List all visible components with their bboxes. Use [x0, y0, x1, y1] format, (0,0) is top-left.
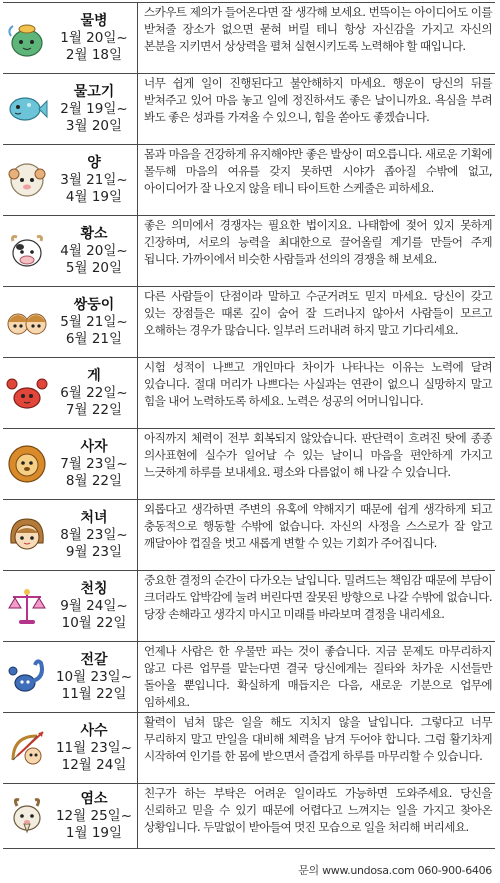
sign-date-start: 4월 20일~: [60, 242, 128, 259]
sign-description: 친구가 하는 부탁은 어려운 일이라도 가능하면 도와주세요. 당신을 신뢰하고 믿을 수 있기 때문에 어렵다고 느껴지는 일을 가지고 찾아온 상황입니다. 두말없이 받아들여 멋진 모습으로 일을 처리해 버리세요.: [137, 784, 495, 848]
sign-row-sagittarius: [3, 713, 495, 784]
sign-date-start: 12월 25일~: [55, 807, 133, 824]
sign-date-end: 11월 22일: [61, 685, 127, 702]
horoscope-table: [3, 2, 495, 849]
sign-date-start: 9월 24일~: [60, 597, 128, 614]
sign-description: 중요한 결정의 순간이 다가오는 날입니다. 밀려드는 책임감 때문에 부담이 크더라도 압박감에 눌려 버린다면 잘못된 방향으로 나갈 수밖에 없습니다. 당장 손해라고 생각지 마시고 미래를 바라보며 결정을 내리세요.: [137, 571, 495, 641]
sign-label: [51, 642, 137, 712]
pisces-icon: [3, 74, 51, 144]
sign-date-start: 1월 20일~: [60, 29, 128, 46]
footer-phone: 060-900-6406: [417, 864, 492, 877]
sign-date-end: 2월 18일: [65, 46, 123, 63]
sign-date-end: 6월 21일: [65, 330, 123, 347]
sign-description: 너무 쉽게 일이 진행된다고 불안해하지 마세요. 행운이 당신의 뒤를 받쳐주고 있어 마음 놓고 일에 정진하셔도 좋은 날이니까요. 욕심을 부려 봐도 좋은 성과를 가져올 수 있으니, 힘을 쏟아도 좋겠습니다.: [137, 74, 495, 144]
sign-label: [51, 500, 137, 570]
sign-date-end: 4월 19일: [65, 188, 123, 205]
sign-label: [51, 145, 137, 215]
sign-label: [51, 287, 137, 357]
sign-description: 언제나 사람은 한 우물만 파는 것이 좋습니다. 지금 문제도 마무리하지 않고 다른 업무를 맡는다면 결국 당신에게는 질타와 차가운 시선들만 돌아올 뿐입니다. 확실하게 매듭지은 다음, 새로운 기분으로 업무에 임하세요.: [137, 642, 495, 712]
sign-label: [51, 429, 137, 499]
sign-label: [51, 571, 137, 641]
sign-name: 천칭: [80, 580, 108, 597]
sign-date-end: 5월 20일: [65, 259, 123, 276]
sign-name: 물병: [80, 12, 108, 29]
sign-date-start: 10월 23일~: [55, 668, 133, 685]
sign-description: 활력이 넘쳐 많은 일을 해도 지치지 않을 날입니다. 그렇다고 너무 무리하지 말고 만일을 대비해 체력을 남겨 두어야 합니다. 그럼 활기차게 시작하여 인기를 한 몸에 받으면서 즐겁게 하루를 마무리할 수 있습니다.: [137, 713, 495, 783]
sign-row-cancer: [3, 358, 495, 429]
leo-icon: [3, 429, 51, 499]
sign-label: [51, 713, 137, 783]
sign-row-leo: [3, 429, 495, 500]
sign-name: 사자: [80, 438, 108, 455]
sign-label: [51, 216, 137, 286]
aries-icon: [3, 145, 51, 215]
footer-site: www.undosa.com: [322, 864, 415, 877]
scorpio-icon: [3, 642, 51, 712]
sign-row-taurus: [3, 216, 495, 287]
sign-row-aquarius: [3, 3, 495, 74]
sign-label: [51, 784, 137, 848]
sign-row-pisces: [3, 74, 495, 145]
sign-name: 전갈: [80, 651, 108, 668]
sign-row-scorpio: [3, 642, 495, 713]
sign-name: 게: [87, 367, 101, 384]
sign-date-end: 12월 24일: [61, 756, 127, 773]
sign-name: 물고기: [73, 83, 115, 100]
sign-row-libra: [3, 571, 495, 642]
taurus-icon: [3, 216, 51, 286]
cancer-icon: [3, 358, 51, 428]
sign-name: 쌍둥이: [73, 296, 115, 313]
sign-row-virgo: [3, 500, 495, 571]
sagittarius-icon: [3, 713, 51, 783]
contact-footer: [298, 862, 492, 878]
sign-description: 다른 사람들이 단점이라 말하고 수군거려도 믿지 마세요. 당신이 갖고 있는 장점들은 때론 깊이 숨어 잘 드러나지 않아서 사람들이 모르고 오해하는 경우가 많습니다. 일부러 드러내려 하지 말고 기다리세요.: [137, 287, 495, 357]
virgo-icon: [3, 500, 51, 570]
sign-date-end: 10월 22일: [61, 614, 127, 631]
sign-date-end: 1월 19일: [65, 824, 123, 841]
sign-name: 황소: [80, 225, 108, 242]
sign-date-start: 3월 21일~: [60, 171, 128, 188]
sign-label: [51, 358, 137, 428]
sign-name: 염소: [80, 790, 108, 807]
capricorn-icon: [3, 784, 51, 848]
sign-date-end: 8월 22일: [65, 472, 123, 489]
gemini-icon: [3, 287, 51, 357]
sign-date-end: 7월 22일: [65, 401, 123, 418]
sign-date-end: 3월 20일: [65, 117, 123, 134]
aquarius-icon: [3, 3, 51, 73]
sign-description: 몸과 마음을 건강하게 유지해야만 좋은 발상이 떠오릅니다. 새로운 기획에 몰두해 마음의 여유를 갖지 못하면 시야가 좁아질 수밖에 없고, 아이디어가 잘 나오지 않을 테니 타이트한 스케줄은 피하세요.: [137, 145, 495, 215]
sign-description: 좋은 의미에서 경쟁자는 필요한 법이지요. 나태함에 젖어 있지 못하게 긴장하며, 서로의 능력을 최대한으로 끌어올릴 계기를 만들어 주게 됩니다. 가까이에서 비슷한 사람들과 선의의 경쟁을 해 보세요.: [137, 216, 495, 286]
sign-date-end: 9월 23일: [65, 543, 123, 560]
sign-description: 외롭다고 생각하면 주변의 유혹에 약해지기 때문에 쉽게 생각하게 되고 충동적으로 행동할 수밖에 없습니다. 자신의 사정을 스스로가 잘 알고 깨달아야 껍질을 벗고 새롭게 변할 수 있는 기회가 주어집니다.: [137, 500, 495, 570]
sign-date-start: 8월 23일~: [60, 526, 128, 543]
sign-name: 처녀: [80, 509, 108, 526]
sign-name: 사수: [80, 722, 108, 739]
sign-name: 양: [87, 154, 101, 171]
sign-row-gemini: [3, 287, 495, 358]
footer-label: 문의: [298, 864, 319, 877]
sign-row-capricorn: [3, 784, 495, 849]
sign-description: 시험 성적이 나쁘고 개인마다 차이가 나타나는 이유는 노력에 달려 있습니다. 절대 머리가 나쁘다는 사실과는 연관이 없으니 실망하지 말고 힘을 내어 노력하도록 하세요. 노력은 성공의 어머니입니다.: [137, 358, 495, 428]
sign-date-start: 2월 19일~: [60, 100, 128, 117]
sign-date-start: 6월 22일~: [60, 384, 128, 401]
libra-icon: [3, 571, 51, 641]
sign-date-start: 5월 21일~: [60, 313, 128, 330]
sign-date-start: 11월 23일~: [55, 739, 133, 756]
sign-description: 아직까지 체력이 전부 회복되지 않았습니다. 판단력이 흐려진 탓에 종종 의사표현에 실수가 일어날 수 있는 날이니 마음을 편안하게 가지고 느긋하게 하루를 보내세요. 평소와 다름없이 해 나갈 수 있습니다.: [137, 429, 495, 499]
sign-date-start: 7월 23일~: [60, 455, 128, 472]
sign-description: 스카우트 제의가 들어온다면 잘 생각해 보세요. 번뜩이는 아이디어도 이를 받쳐줄 장소가 없으면 묻혀 버릴 테니 항상 자신감을 가지고 자신의 본분을 지키면서 상상력을 펼쳐 실현시키도록 노력해야 할 때입니다.: [137, 3, 495, 73]
sign-row-aries: [3, 145, 495, 216]
sign-label: [51, 74, 137, 144]
sign-label: [51, 3, 137, 73]
